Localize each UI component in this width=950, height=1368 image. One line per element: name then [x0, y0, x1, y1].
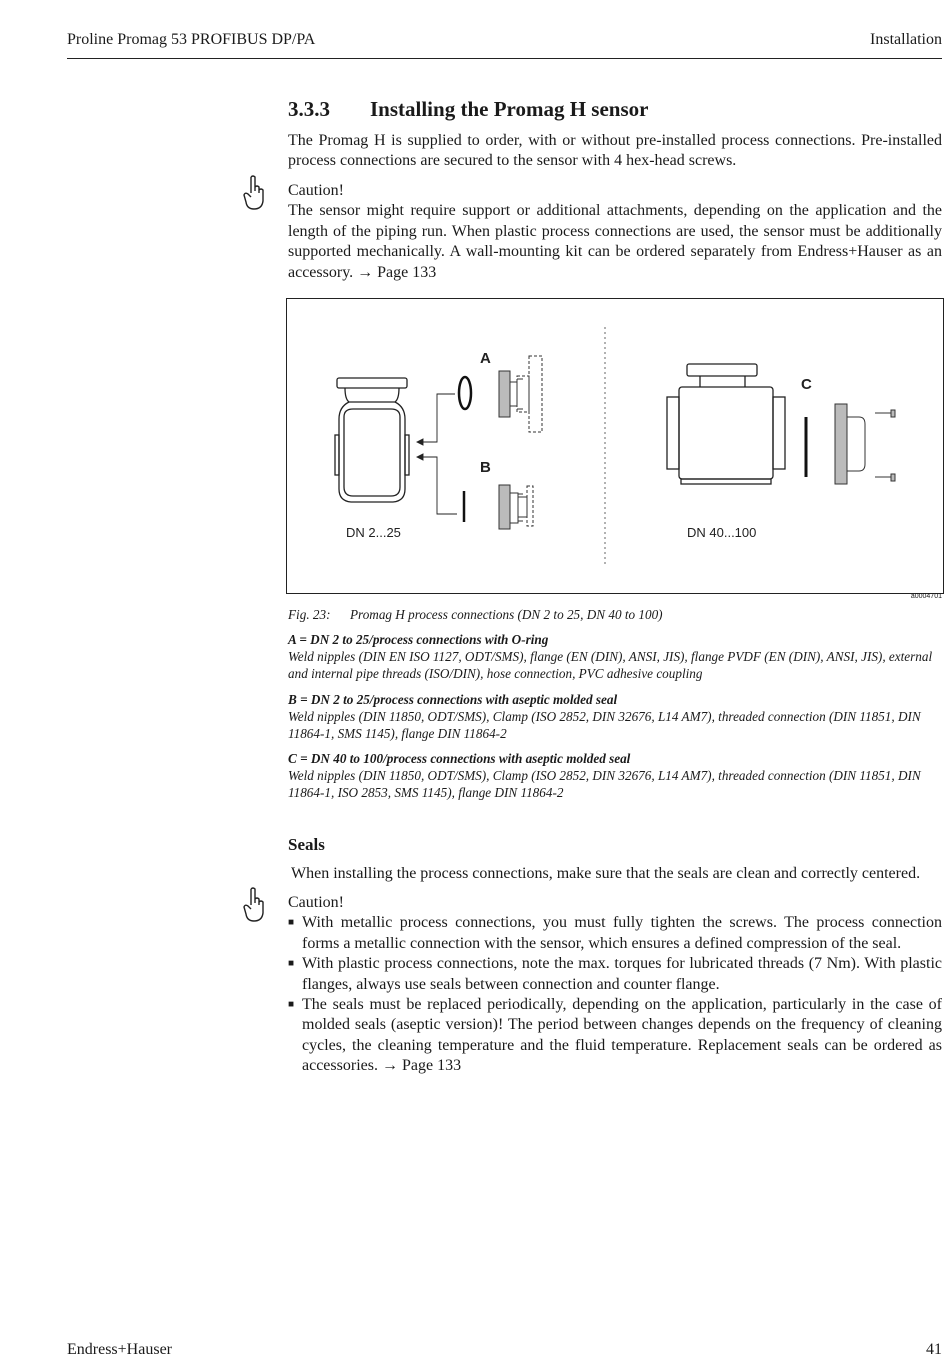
figure-caption: [288, 607, 944, 624]
label-a: A: [480, 350, 491, 367]
legend-label: C = DN 40 to 100/process connections with aseptic molded seal: [288, 751, 631, 766]
caution-hand-icon: [243, 175, 265, 211]
list-item: ■ With plastic process connections, note the max. torques for lubricated threads (7 Nm). With plastic flanges, always use seals between connection and counter flange.: [288, 954, 942, 995]
left-size-caption: DN 2...25: [346, 525, 401, 540]
list-item: ■ The seals must be replaced periodically, depending on the application, particularly in the case of molded seals (aseptic version)! The period between changes depends on the frequency of cleaning cycles, the cleaning temperature and the fluid temperature. Replacement seals can be ordered as accessories. → Page 133: [288, 995, 942, 1077]
footer-brand: Endress+Hauser: [67, 1341, 172, 1358]
caution-label: Caution!: [288, 182, 344, 199]
section-heading: [288, 97, 942, 122]
seals-heading: Seals: [288, 835, 325, 854]
label-b: B: [480, 459, 491, 476]
connection-c-drawing: [835, 404, 895, 484]
section-title: Installing the Promag H sensor: [370, 97, 649, 121]
legend-item: [288, 751, 944, 801]
legend-label: B = DN 2 to 25/process connections with aseptic molded seal: [288, 692, 618, 707]
intro-paragraph: The Promag H is supplied to order, with or without pre-installed process connections. Pre-installed process connections are secured to the sensor with 4 hex-head screws.: [288, 132, 942, 170]
caution-block: [288, 181, 942, 283]
label-c: C: [801, 376, 812, 393]
legend-text: Weld nipples (DIN 11850, ODT/SMS), Clamp (ISO 2852, DIN 32676, L14 AM7), threaded connection (DIN 11851, DIN 11864-1, ISO 2853, SMS 1145), flange DIN 11864-2: [288, 767, 921, 800]
small-sensor-drawing: [335, 378, 409, 502]
process-connections-drawing: [287, 299, 943, 593]
figure-frame: [286, 298, 944, 594]
caution-text: The sensor might require support or additional attachments, depending on the application and the length of the piping run. When plastic process connections are used, the sensor must be additionally supported mechanically. A wall-mounting kit can be ordered separately from Endress+Hauser as an accessory. → Page 133: [288, 202, 942, 281]
running-header-section: Installation: [870, 31, 942, 48]
legend-text: Weld nipples (DIN 11850, ODT/SMS), Clamp (ISO 2852, DIN 32676, L14 AM7), threaded connection (DIN 11851, DIN 11864-1, SMS 1145), flange DIN 11864-2: [288, 708, 921, 741]
figure-id: a0004701: [910, 593, 942, 600]
large-sensor-drawing: [667, 364, 785, 484]
list-item: ■ With metallic process connections, you must fully tighten the screws. The process connection forms a metallic connection with the sensor, which ensures a defined compression of the seal.: [288, 913, 942, 954]
seals-intro: When installing the process connections, make sure that the seals are clean and correctly centered.: [291, 865, 921, 882]
intro-block: [288, 131, 942, 172]
page-number: 41: [926, 1341, 942, 1358]
caution-hand-icon: [243, 887, 265, 923]
legend-text: Weld nipples (DIN EN ISO 1127, ODT/SMS), flange (EN (DIN), ANSI, JIS), flange PVDF (EN (DIN), ANSI, JIS), external and internal pipe threads (ISO/DIN), hose connection, PVC adhesive coupling: [288, 648, 933, 681]
legend-label: A = DN 2 to 25/process connections with O-ring: [288, 632, 549, 647]
seals-intro-block: [291, 864, 943, 884]
header-rule: [67, 58, 942, 59]
seals-bullet-list: [288, 913, 942, 1076]
legend-item: [288, 692, 944, 742]
connection-a-drawing: [499, 356, 542, 432]
legend-item: [288, 632, 944, 682]
connection-b-drawing: [499, 485, 533, 529]
running-header-title: Proline Promag 53 PROFIBUS DP/PA: [67, 31, 316, 48]
caution-label: Caution!: [288, 894, 344, 911]
seals-caution-block: [288, 893, 942, 1077]
right-size-caption: DN 40...100: [687, 525, 757, 540]
seals-heading-block: [288, 835, 942, 855]
figure-number: Fig. 23:: [288, 607, 331, 622]
section-number: 3.3.3: [288, 97, 330, 121]
figure-title: Promag H process connections (DN 2 to 25, DN 40 to 100): [350, 607, 663, 622]
